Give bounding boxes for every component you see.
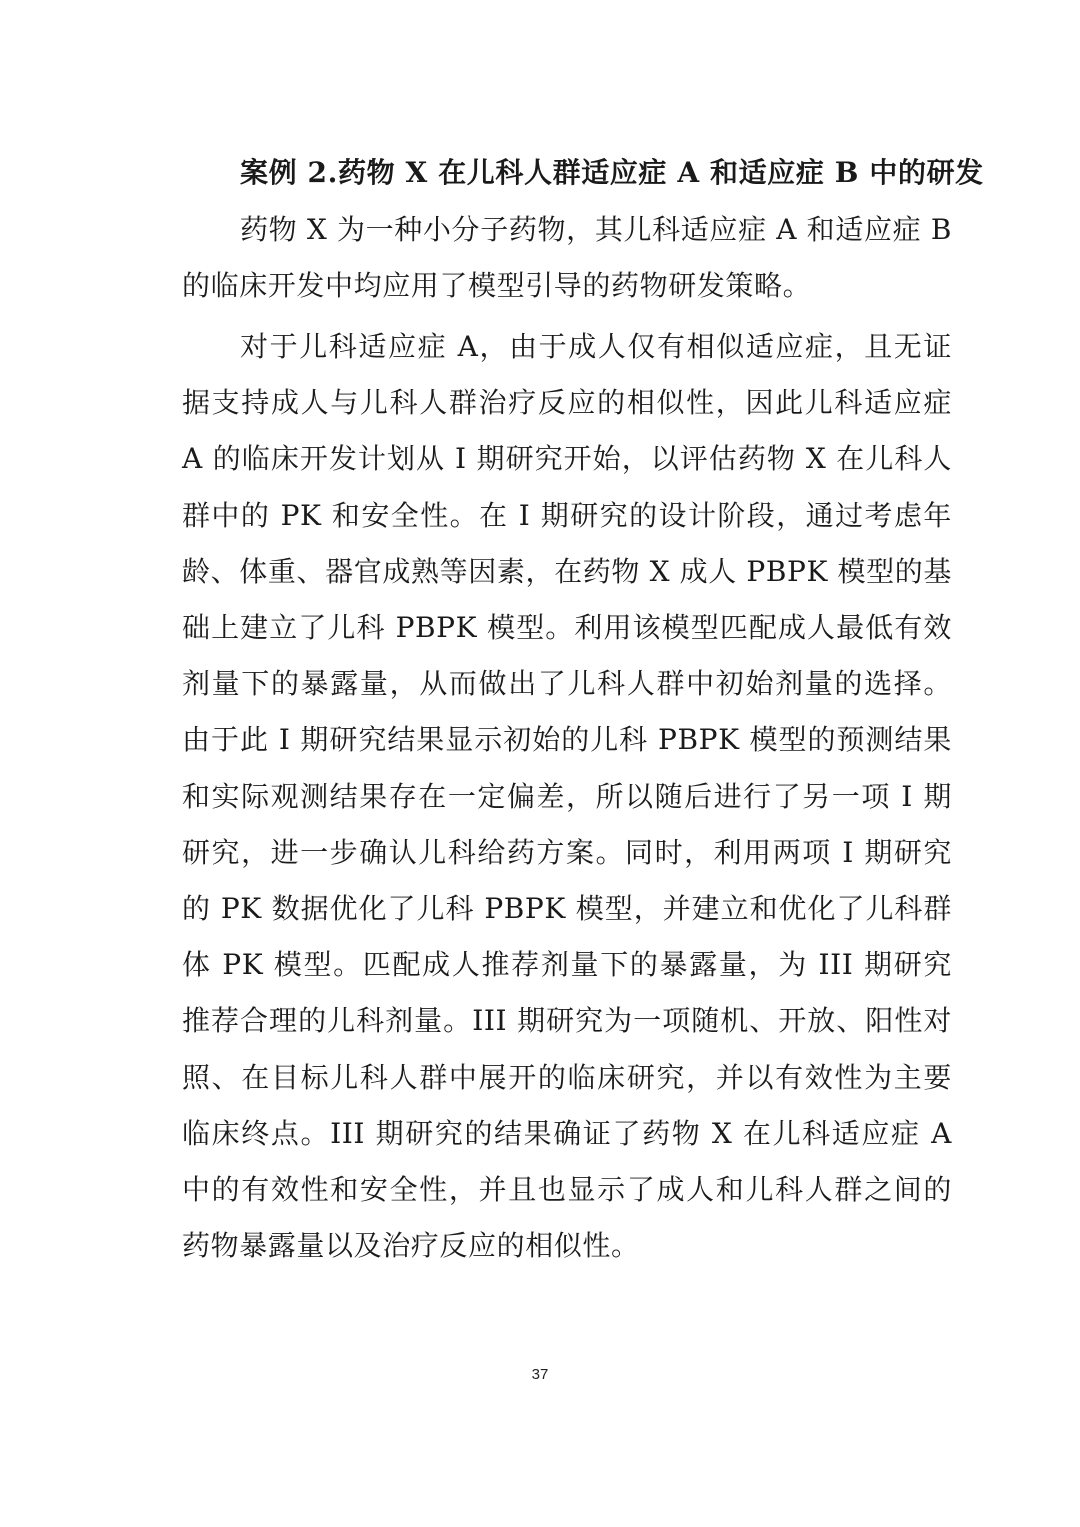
paragraph-intro: 药物 X 为一种小分子药物，其儿科适应症 A 和适应症 B 的临床开发中均应用了模型引导的药物研发策略。 xyxy=(182,213,952,303)
page-number: 37 xyxy=(531,1366,549,1383)
paragraph-indication-a: 对于儿科适应症 A，由于成人仅有相似适应症，且无证据支持成人与儿科人群治疗反应的相似性，因此儿科适应症 A 的临床开发计划从 I 期研究开始，以评估药物 X 在儿科人群中的 PK 和安全性。在 I 期研究的设计阶段，通过考虑年龄、体重、器官成熟等因素，在药物 X 成人 PBPK 模型的基础上建立了儿科 PBPK 模型。利用该模型匹配成人最低有效剂量下的暴露量，从而做出了儿科人群中初始剂量的选择。由于此 I 期研究结果显示初始的儿科 PBPK 模型的预测结果和实际观测结果存在一定偏差，所以随后进行了另一项 I 期研究，进一步确认儿科给药方案。同时，利用两项 I 期研究的 PK 数据优化了儿科 PBPK 模型，并建立和优化了儿科群体 PK 模型。匹配成人推荐剂量下的暴露量，为 III 期研究推荐合理的儿科剂量。III 期研究为一项随机、开放、阳性对照、在目标儿科人群中展开的临床研究，并以有效性为主要临床终点。III 期研究的结果确证了药物 X 在儿科适应症 A 中的有效性和安全性，并且也显示了成人和儿科人群之间的药物暴露量以及治疗反应的相似性。 xyxy=(182,330,952,1263)
section-heading: 案例 2.药物 X 在儿科人群适应症 A 和适应症 B 中的研发 xyxy=(240,156,984,189)
